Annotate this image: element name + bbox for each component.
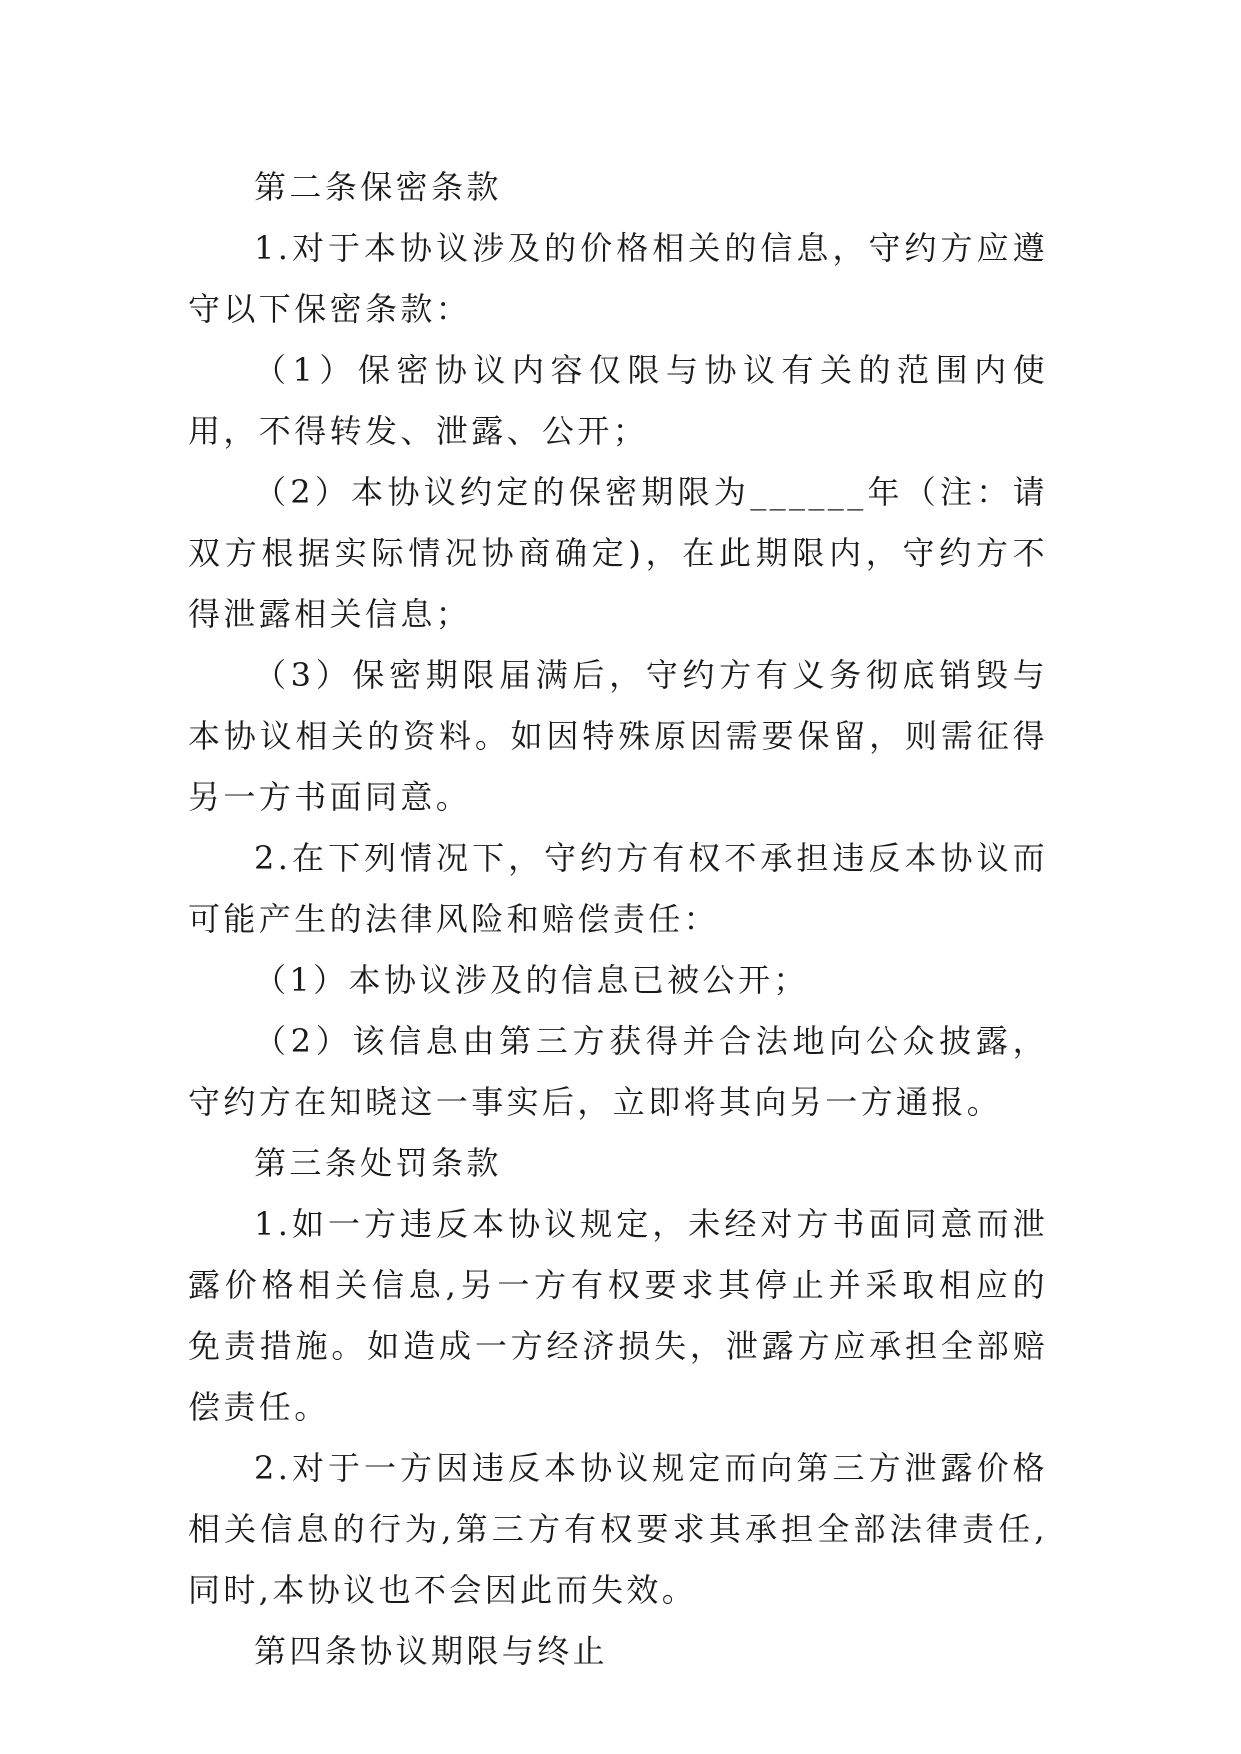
paragraph-2-2-2: （2）该信息由第三方获得并合法地向公众披露，守约方在知晓这一事实后，立即将其向另一方通报。: [188, 1022, 1048, 1121]
section-heading-article-2: 第二条保密条款: [254, 168, 502, 206]
paragraph-3-2: 2.对于一方因违反本协议规定而向第三方泄露价格相关信息的行为,第三方有权要求其承担全部法律责任,同时,本协议也不会因此而失效。: [188, 1449, 1048, 1609]
document-body: [188, 157, 1048, 1682]
section-heading-article-3: 第三条处罚条款: [254, 1144, 502, 1182]
paragraph-2-1-2: （2）本协议约定的保密期限为______年（注：请双方根据实际情况协商确定)，在此期限内，守约方不得泄露相关信息；: [188, 473, 1048, 633]
paragraph-3-1: 1.如一方违反本协议规定，未经对方书面同意而泄露价格相关信息,另一方有权要求其停止并采取相应的免责措施。如造成一方经济损失，泄露方应承担全部赔偿责任。: [188, 1205, 1048, 1426]
paragraph-2-1-3: （3）保密期限届满后，守约方有义务彻底销毁与本协议相关的资料。如因特殊原因需要保留，则需征得另一方书面同意。: [188, 656, 1048, 816]
paragraph-2-2-1: （1）本协议涉及的信息已被公开；: [254, 961, 809, 999]
paragraph-2-1: 1.对于本协议涉及的价格相关的信息，守约方应遵守以下保密条款：: [188, 229, 1048, 328]
paragraph-2-1-1: （1）保密协议内容仅限与协议有关的范围内使用，不得转发、泄露、公开；: [188, 351, 1048, 450]
paragraph-2-2: 2.在下列情况下，守约方有权不承担违反本协议而可能产生的法律风险和赔偿责任：: [188, 839, 1048, 938]
section-heading-article-4: 第四条协议期限与终止: [254, 1632, 609, 1670]
